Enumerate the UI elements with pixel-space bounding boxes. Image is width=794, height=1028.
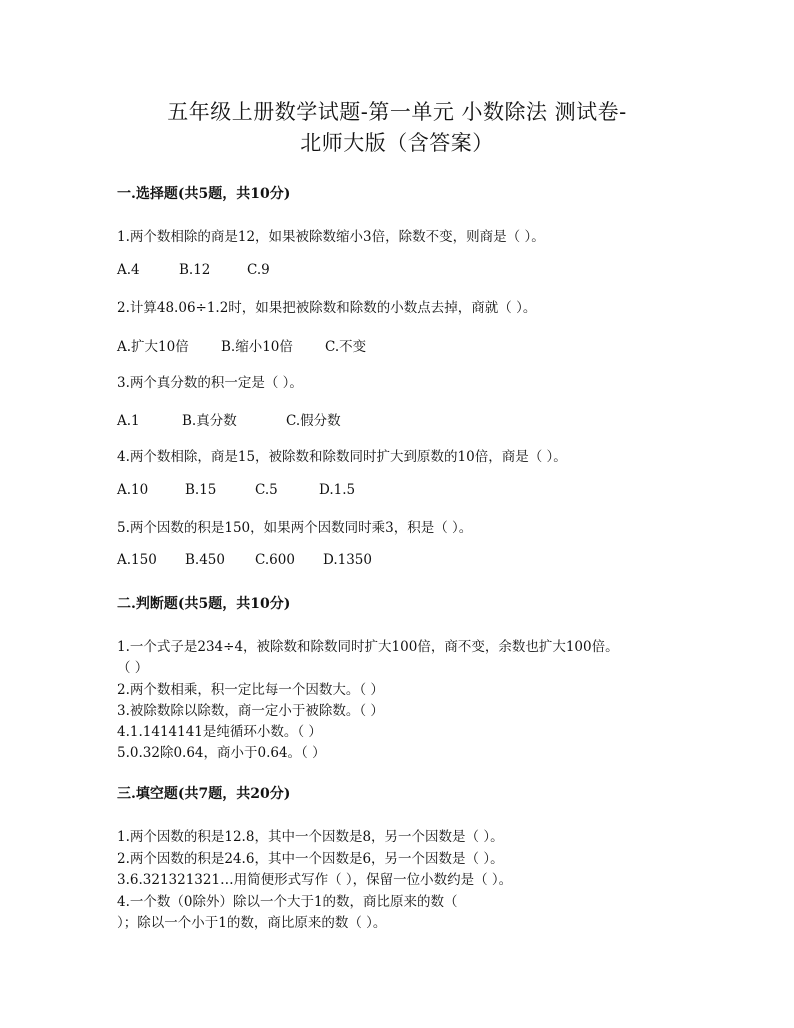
question-options <box>117 409 341 429</box>
fill-blank-line: 2.两个因数的积是24.6，其中一个因数是6，另一个因数是（ ）。 <box>117 851 504 867</box>
option: C.600 <box>255 552 295 568</box>
section-heading-choice: 一.选择题(共5题，共10分) <box>117 186 291 202</box>
option: B.15 <box>185 482 217 498</box>
option: C.5 <box>255 482 278 498</box>
option: B.缩小10倍 <box>221 339 293 355</box>
question-options <box>117 335 366 355</box>
question-stem: 2.计算48.06÷1.2时，如果把被除数和除数的小数点去掉，商就（ ）。 <box>117 300 537 316</box>
page-title-line-2: 北师大版（含答案） <box>300 131 494 155</box>
question-stem: 3.两个真分数的积一定是（ ）。 <box>117 375 303 391</box>
option: A.4 <box>117 262 140 278</box>
option: D.1.5 <box>319 482 356 498</box>
option: B.真分数 <box>182 413 237 429</box>
option: A.10 <box>117 482 149 498</box>
question-stem: 5.两个因数的积是150，如果两个因数同时乘3，积是（ ）。 <box>117 520 473 536</box>
option: B.12 <box>179 262 211 278</box>
option: C.9 <box>247 262 270 278</box>
statement-line: 2.两个数相乘，积一定比每一个因数大。（ ） <box>117 682 384 698</box>
option: C.假分数 <box>286 413 341 429</box>
question-options <box>117 262 270 278</box>
option: A.150 <box>117 552 157 568</box>
option: A.扩大10倍 <box>117 339 189 355</box>
option: A.1 <box>117 413 140 429</box>
option: C.不变 <box>325 339 367 355</box>
fill-blank-line: ）；除以一个小于1的数，商比原来的数（ ）。 <box>117 915 387 931</box>
option: B.450 <box>185 552 225 568</box>
fill-blank-line: 1.两个因数的积是12.8，其中一个因数是8，另一个因数是（ ）。 <box>117 829 504 845</box>
statement-line: 1.一个式子是234÷4，被除数和除数同时扩大100倍，商不变，余数也扩大100倍。 <box>117 639 619 655</box>
statement-line: 3.被除数除以除数，商一定小于被除数。（ ） <box>117 703 384 719</box>
fill-blank-line: 4.一个数（0除外）除以一个大于1的数，商比原来的数（ <box>117 894 458 910</box>
section-heading-fill-blank: 三.填空题(共7题，共20分) <box>117 786 291 802</box>
statement-line: （ ） <box>117 660 149 676</box>
question-options <box>117 552 372 568</box>
question-stem: 1.两个数相除的商是12，如果被除数缩小3倍，除数不变，则商是（ ）。 <box>117 229 545 245</box>
fill-blank-line: 3.6.321321321…用简便形式写作（ ），保留一位小数约是（ ）。 <box>117 872 513 888</box>
question-stem: 4.两个数相除，商是15，被除数和除数同时扩大到原数的10倍，商是（ ）。 <box>117 449 567 465</box>
option: D.1350 <box>323 552 372 568</box>
question-options <box>117 482 355 498</box>
statement-line: 5.0.32除0.64，商小于0.64。（ ） <box>117 745 326 761</box>
section-heading-true-false: 二.判断题(共5题，共10分) <box>117 596 291 612</box>
statement-line: 4.1.1414141是纯循环小数。（ ） <box>117 724 322 740</box>
page-title-line-1: 五年级上册数学试题-第一单元 小数除法 测试卷- <box>167 100 627 124</box>
